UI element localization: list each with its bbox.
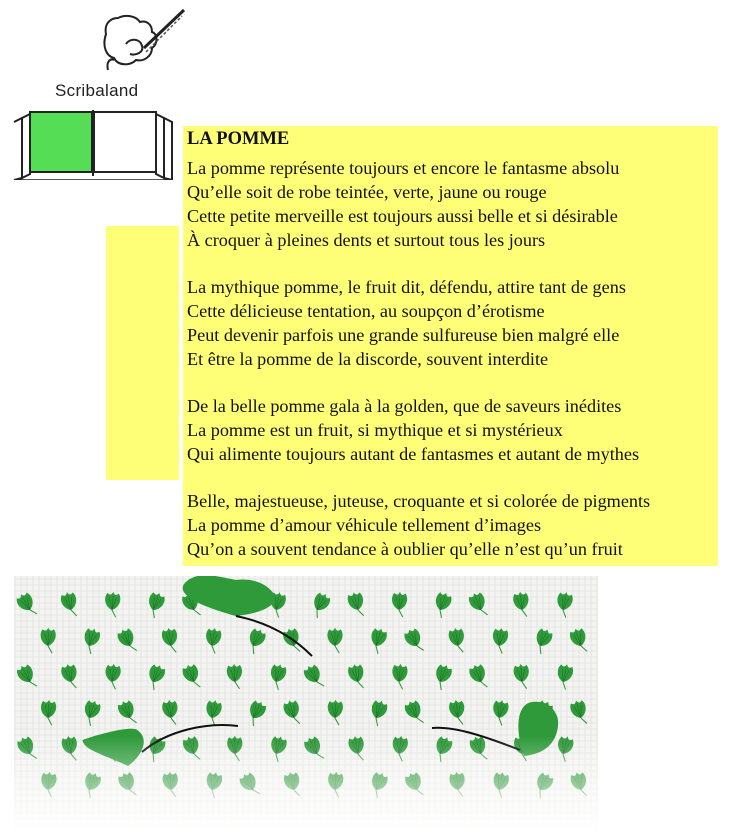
poem-line: La pomme d’amour véhicule tellement d’images (187, 515, 542, 535)
poem-line: Et être la pomme de la discorde, souvent interdite (187, 349, 549, 369)
yellow-side-block (106, 226, 179, 480)
stanza-3 (187, 394, 718, 466)
poem-line: Qu’elle soit de robe teintée, verte, jaune ou rouge (187, 182, 547, 202)
poem-line: Qui alimente toujours autant de fantasmes et autant de mythes (187, 444, 640, 464)
poem-line: La pomme représente toujours et encore le fantasme absolu (187, 158, 620, 178)
poem-line: Belle, majestueuse, juteuse, croquante et si colorée de pigments (187, 491, 651, 511)
stanza-1 (187, 156, 718, 252)
poem-line: De la belle pomme gala à la golden, que de saveurs inédites (187, 396, 622, 416)
stanza-4 (187, 489, 718, 561)
poem-line: À croquer à pleines dents et surtout tous les jours (187, 230, 546, 250)
poem-line: La mythique pomme, le fruit dit, défendu, attire tant de gens (187, 277, 626, 297)
poem-box (183, 126, 718, 566)
poem-line: La pomme est un fruit, si mythique et si mystérieux (187, 420, 563, 440)
poem-line: Qu’on a souvent tendance à oublier qu’elle n’est qu’un fruit (187, 539, 623, 559)
poem-title: LA POMME (187, 129, 290, 149)
poem-line: Peut devenir parfois une grande sulfureuse bien malgré elle (187, 325, 620, 345)
logo-brand-text: Scribaland (55, 81, 139, 100)
poem-line: Cette délicieuse tentation, au soupçon d’érotisme (187, 301, 545, 321)
ginkgo-leaf-banner (0, 576, 600, 833)
scribaland-logo (8, 4, 178, 176)
open-book-icon (8, 100, 178, 180)
stanza-2 (187, 275, 718, 371)
writing-hand-icon (96, 4, 188, 86)
poem-line: Cette petite merveille est toujours aussi belle et si désirable (187, 206, 618, 226)
